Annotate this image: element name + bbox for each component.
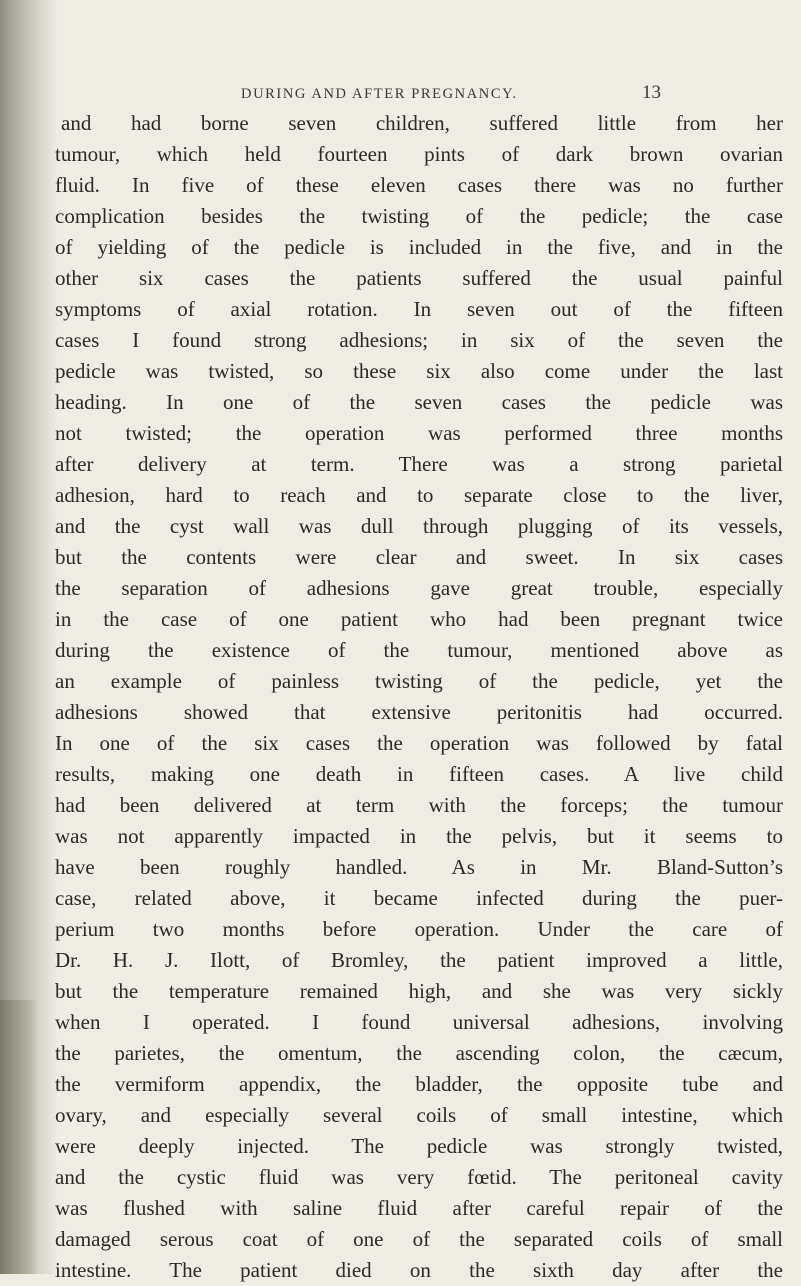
text-line: fluid. In five of these eleven cases there was no further (55, 173, 783, 197)
text-line: after delivery at term. There was a strong parietal (55, 452, 783, 476)
text-line: pedicle was twisted, so these six also come under the last (55, 359, 783, 383)
text-line: adhesions showed that extensive peritonitis had occurred. (55, 700, 783, 724)
text-line: Dr. H. J. Ilott, of Bromley, the patient improved a little, (55, 948, 783, 972)
text-line: when I operated. I found universal adhesions, involving (55, 1010, 783, 1034)
text-line: perium two months before operation. Under the care of (55, 917, 783, 941)
text-line: was flushed with saline fluid after careful repair of the (55, 1196, 783, 1220)
text-line: of yielding of the pedicle is included in the five, and in the (55, 235, 783, 259)
text-line: intestine. The patient died on the sixth day after the (55, 1258, 783, 1282)
text-line: other six cases the patients suffered the usual painful (55, 266, 783, 290)
text-line: have been roughly handled. As in Mr. Bland-Sutton’s (55, 855, 783, 879)
running-title: DURING AND AFTER PREGNANCY. (241, 86, 518, 102)
body-text (55, 108, 800, 1286)
text-line: but the contents were clear and sweet. In six cases (55, 545, 783, 569)
text-line: the parietes, the omentum, the ascending colon, the cæcum, (55, 1041, 783, 1065)
text-line: during the existence of the tumour, mentioned above as (55, 638, 783, 662)
text-line: the separation of adhesions gave great trouble, especially (55, 576, 783, 600)
text-line: and the cyst wall was dull through plugging of its vessels, (55, 514, 783, 538)
text-line: were deeply injected. The pedicle was strongly twisted, (55, 1134, 783, 1158)
text-line: the vermiform appendix, the bladder, the opposite tube and (55, 1072, 783, 1096)
text-line: damaged serous coat of one of the separated coils of small (55, 1227, 783, 1251)
text-line: not twisted; the operation was performed three months (55, 421, 783, 445)
text-line: results, making one death in fifteen cases. A live child (55, 762, 783, 786)
text-line: complication besides the twisting of the pedicle; the case (55, 204, 783, 228)
text-line: an example of painless twisting of the pedicle, yet the (55, 669, 783, 693)
text-line: in the case of one patient who had been pregnant twice (55, 607, 783, 631)
text-line: was not apparently impacted in the pelvis, but it seems to (55, 824, 783, 848)
text-line: symptoms of axial rotation. In seven out of the fifteen (55, 297, 783, 321)
text-line: ovary, and especially several coils of small intestine, which (55, 1103, 783, 1127)
text-line: but the temperature remained high, and she was very sickly (55, 979, 783, 1003)
text-line: had been delivered at term with the forceps; the tumour (55, 793, 783, 817)
text-line: case, related above, it became infected during the puer- (55, 886, 783, 910)
text-line: In one of the six cases the operation was followed by fatal (55, 731, 783, 755)
text-line: adhesion, hard to reach and to separate close to the liver, (55, 483, 783, 507)
text-line: tumour, which held fourteen pints of dark brown ovarian (55, 142, 783, 166)
text-line: and had borne seven children, suffered little from her (61, 111, 783, 135)
text-line: heading. In one of the seven cases the pedicle was (55, 390, 783, 414)
text-line: cases I found strong adhesions; in six of the seven the (55, 328, 783, 352)
page-number: 13 (642, 82, 661, 103)
text-line: and the cystic fluid was very fœtid. The peritoneal cavity (55, 1165, 783, 1189)
